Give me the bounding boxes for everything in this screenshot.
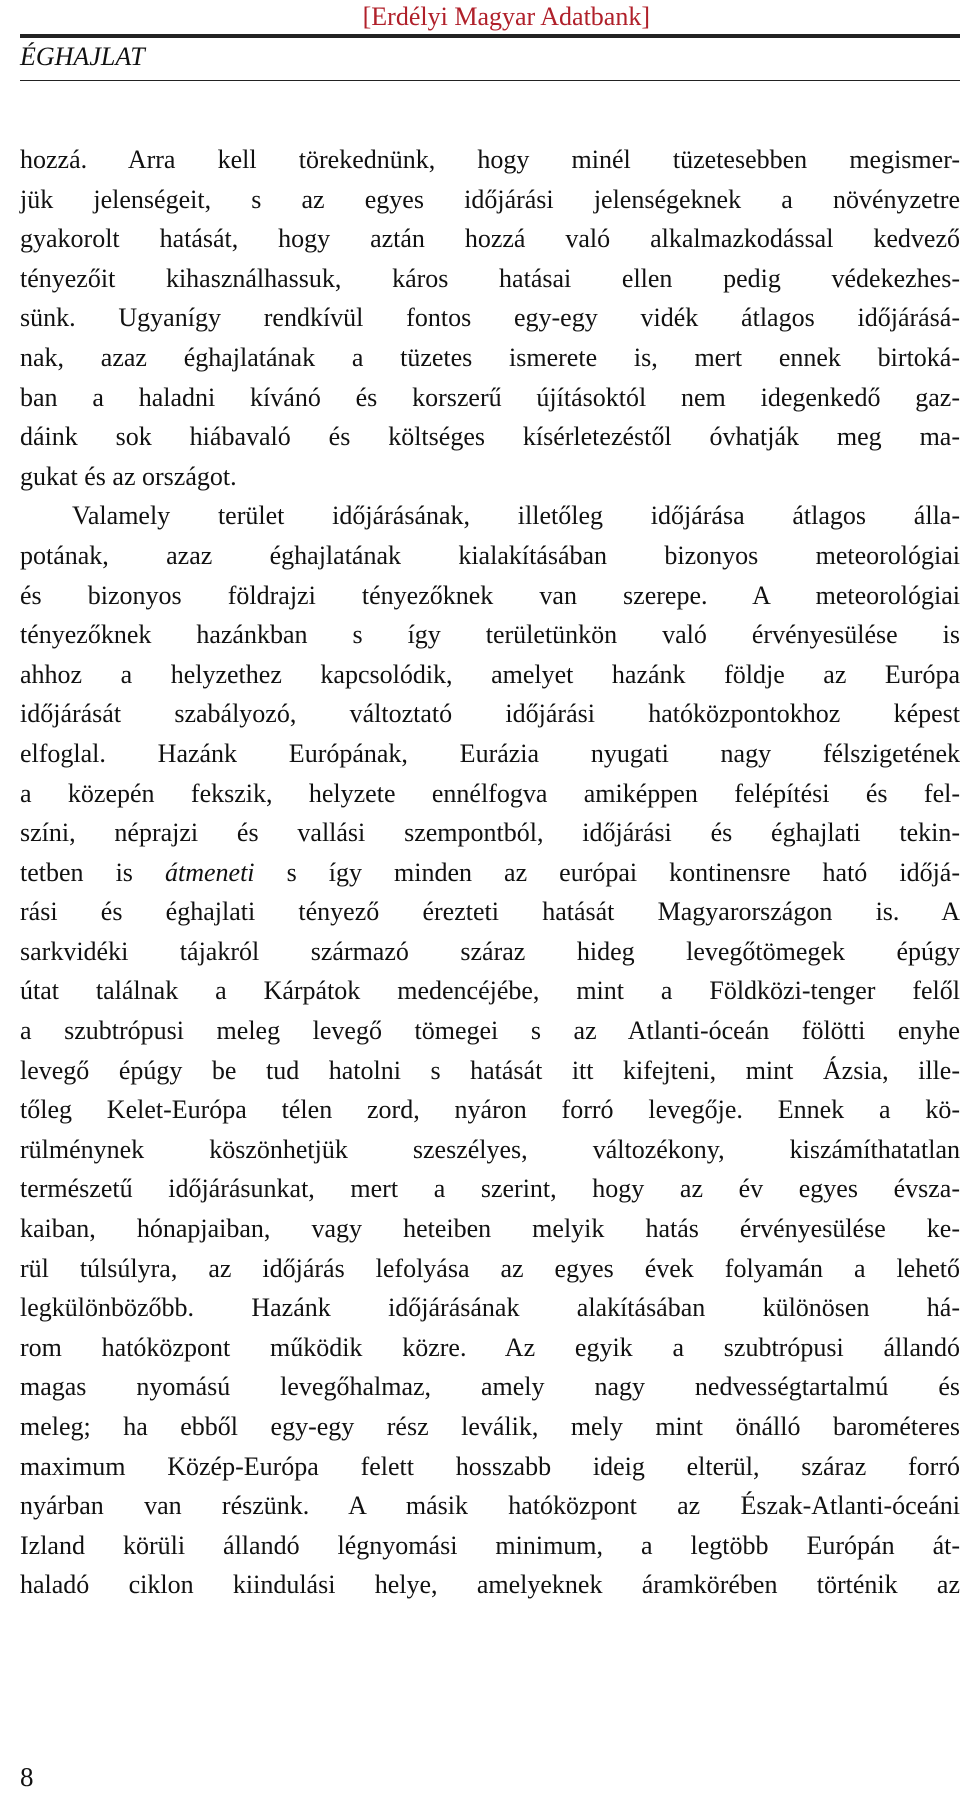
text-line: természetű időjárásunkat, mert a szerint, hogy az év egyes évsza- [20, 1174, 960, 1204]
text-line: és bizonyos földrajzi tényezőknek van szerepe. A meteorológiai [20, 580, 960, 610]
text-line: ahhoz a helyzethez kapcsolódik, amelyet hazánk földje az Európa [20, 659, 960, 689]
text-line: Valamely terület időjárásának, illetőleg időjárása átlagos álla- [72, 501, 960, 531]
header-rule-thin [20, 80, 960, 81]
text-line: magas nyomású levegőhalmaz, amely nagy nedvességtartalmú és [20, 1372, 960, 1402]
source-label: [Erdélyi Magyar Adatbank] [362, 2, 650, 31]
text-line: rülménynek köszönhetjük szeszélyes, változékony, kiszámíthatatlan [20, 1134, 960, 1164]
header-rule-thick [20, 34, 960, 38]
text-line: meleg; ha ebből egy-egy rész leválik, mely mint önálló barométeres [20, 1412, 960, 1441]
page-number: 8 [20, 1762, 34, 1792]
text-line: levegő épúgy be tud hatolni s hatását itt kifejteni, mint Ázsia, ille- [20, 1055, 960, 1085]
text-line: kaiban, hónapjaiban, vagy heteiben melyik hatás érvényesülése ke- [20, 1214, 960, 1244]
text-line: gukat és az országot. [20, 461, 237, 491]
text-line: ban a haladni kívánó és korszerű újításoktól nem idegenkedő gaz- [20, 382, 960, 412]
text-line: időjárását szabályozó, változtató időjárási hatóközpontokhoz képest [20, 699, 960, 729]
body-text [20, 140, 960, 1605]
text-line: útat találnak a Kárpátok medencéjébe, mint a Földközi-tenger felől [20, 976, 960, 1006]
text-line: nyárban van részünk. A másik hatóközpont az Észak-Atlanti-óceáni [20, 1491, 960, 1521]
text-line: tényezőknek hazánkban s így területünkön való érvényesülése is [20, 620, 960, 650]
text-line: nak, azaz éghajlatának a tüzetes ismerete is, mert ennek birtoká- [20, 342, 960, 372]
text-line: gyakorolt hatását, hogy aztán hozzá való alkalmazkodással kedvező [20, 224, 960, 254]
text-line: hozzá. Arra kell törekednünk, hogy minél tüzetesebben megismer- [20, 145, 960, 174]
text-line: legkülönbözőbb. Hazánk időjárásának alakításában különösen há- [20, 1293, 960, 1323]
text-line: rom hatóközpont működik közre. Az egyik a szubtrópusi állandó [20, 1332, 960, 1362]
text-line: sarkvidéki tájakról származó száraz hideg levegőtömegek épúgy [20, 936, 960, 966]
text-line: tetben is átmeneti s így minden az európai kontinensre ható időjá- [20, 857, 960, 887]
emphasized-word: átmeneti [164, 857, 255, 887]
text-line: rül túlsúlyra, az időjárás lefolyása az egyes évek folyamán a lehető [20, 1253, 960, 1283]
text-line: rási és éghajlati tényező érezteti hatását Magyarországon is. A [20, 897, 960, 927]
text-line: potának, azaz éghajlatának kialakításában bizonyos meteorológiai [20, 540, 960, 570]
text-line: a közepén fekszik, helyzete ennélfogva amiképpen felépítési és fel- [20, 778, 960, 808]
text-line: elfoglal. Hazánk Európának, Eurázia nyugati nagy félszigetének [20, 738, 960, 768]
text-line: a szubtrópusi meleg levegő tömegei s az Atlanti-óceán fölötti enyhe [20, 1016, 960, 1046]
section-title: ÉGHAJLAT [20, 42, 145, 71]
text-line: dáink sok hiábavaló és költséges kísérletezéstől óvhatják meg ma- [20, 422, 960, 452]
text-line: maximum Közép-Európa felett hosszabb ideig elterül, száraz forró [20, 1451, 960, 1481]
text-line: Izland körüli állandó légnyomási minimum, a legtöbb Európán át- [20, 1530, 960, 1560]
text-line: tőleg Kelet-Európa télen zord, nyáron forró levegője. Ennek a kö- [20, 1095, 960, 1125]
text-line: sünk. Ugyanígy rendkívül fontos egy-egy vidék átlagos időjárásá- [20, 303, 960, 333]
text-line: jük jelenségeit, s az egyes időjárási jelenségeknek a növényzetre [20, 184, 960, 214]
text-line: haladó ciklon kiindulási helye, amelyeknek áramkörében történik az [20, 1570, 960, 1600]
text-line: tényezőit kihasználhassuk, káros hatásai ellen pedig védekezhes- [20, 263, 960, 293]
text-line: színi, néprajzi és vallási szempontból, időjárási és éghajlati tekin- [20, 818, 960, 848]
